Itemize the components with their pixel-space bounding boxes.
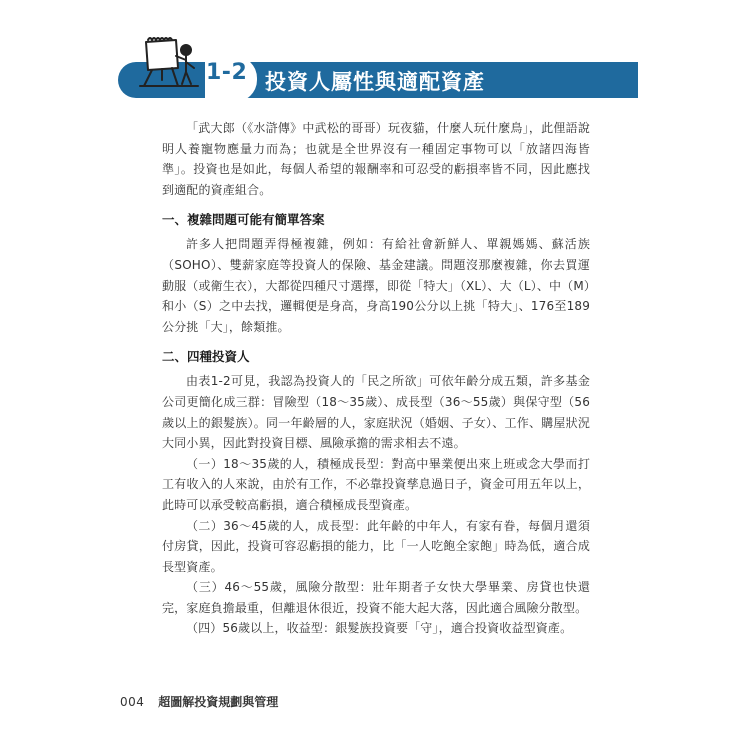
body-content — [162, 118, 590, 639]
chapter-title: 投資人屬性與適配資產 — [265, 70, 485, 94]
intro-paragraph: 「武大郎（《水滸傳》中武松的哥哥）玩夜貓，什麼人玩什麼鳥」，此俚語說明人養寵物應量力而為；也就是全世界沒有一種固定事物可以「放諸四海皆準」。投資也是如此，每個人希望的報酬率和可忍受的虧損率皆不同，因此應找到適配的資產組合。 — [162, 121, 590, 197]
section-heading: 一、複雜問題可能有簡單答案 — [162, 212, 325, 228]
mascot-illustration — [138, 28, 200, 90]
page-footer — [120, 693, 278, 710]
page-number: 004 — [120, 695, 145, 709]
paragraph: 許多人把問題弄得極複雜，例如：有給社會新鮮人、單親媽媽、蘇活族（SOHO）、雙薪家庭等投資人的保險、基金建議。問題沒那麼複雜，你去買運動服（或衛生衣），大都從四種尺寸選擇，即從「特大」（XL）、大（L）、中（M）和小（S）之中去找，邏輯便是身高，身高190公分以上挑「特大」、176至189公分挑「大」，餘類推。 — [162, 237, 590, 334]
section-heading: 二、四種投資人 — [162, 349, 250, 365]
paragraph: 由表1-2可見，我認為投資人的「民之所欲」可依年齡分成五類，許多基金公司更簡化成三群：冒險型（18～35歲）、成長型（36～55歲）與保守型（56歲以上的銀髮族）。同一年齡層的人，家庭狀況（婚姻、子女）、工作、購屋狀況大同小異，因此對投資目標、風險承擔的需求相去不遠。 — [162, 374, 590, 451]
section-2 — [162, 347, 590, 639]
section-1 — [162, 210, 590, 337]
paragraph: （四）56歲以上，收益型：銀髮族投資要「守」，適合投資收益型資產。 — [186, 621, 573, 636]
paragraph: （二）36～45歲的人，成長型：此年齡的中年人，有家有眷，每個月還須付房貸，因此，投資可容忍虧損的能力，比「一人吃飽全家飽」時為低，適合成長型資產。 — [162, 518, 590, 574]
paragraph: （三）46～55歲，風險分散型：壯年期者子女快大學畢業、房貸也快還完，家庭負擔最重，但離退休很近，投資不能大起大落，因此適合風險分散型。 — [162, 580, 590, 615]
section-number: 1-2 — [206, 60, 248, 85]
paragraph: （一）18～35歲的人，積極成長型：對高中畢業便出來上班或念大學而打工有收入的人來說，由於有工作，不必靠投資孳息過日子，資金可用五年以上，此時可以承受較高虧損，適合積極成長型資產。 — [162, 456, 590, 512]
book-title: 超圖解投資規劃與管理 — [158, 695, 279, 709]
